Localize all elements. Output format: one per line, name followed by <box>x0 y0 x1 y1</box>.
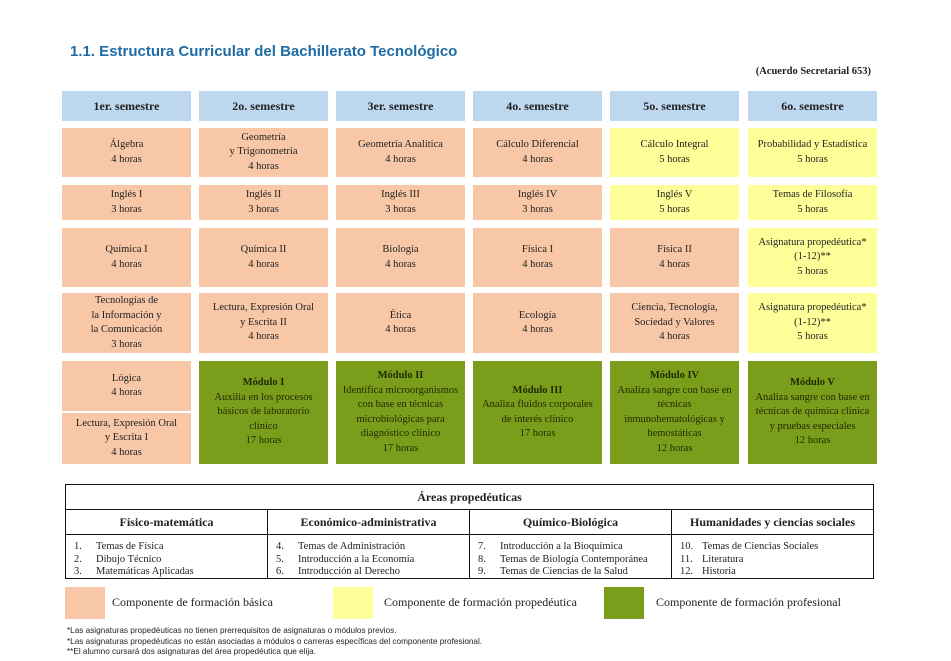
area-list-item <box>74 554 267 567</box>
semester-header: 2o. semestre <box>199 91 328 121</box>
area-list <box>672 535 873 579</box>
subject-cell <box>748 128 877 177</box>
legend-label-basic: Componente de formación básica <box>112 595 273 609</box>
subject-cell <box>199 293 328 353</box>
cell-line: Inglés III <box>381 189 420 200</box>
area-list-item <box>74 566 267 579</box>
cell-line: y Escrita I <box>104 432 149 444</box>
cell-line: 4 horas <box>248 331 279 343</box>
item-number: 10. <box>680 541 694 552</box>
subject-cell <box>62 128 191 177</box>
cell-line: técnicas <box>657 399 692 410</box>
area-list-item <box>276 566 469 579</box>
cell-line: la Comunicación <box>90 324 163 335</box>
cell-line: Física II <box>657 244 692 255</box>
item-text: Temas de Administración <box>298 541 406 552</box>
area-column <box>470 510 672 579</box>
item-text: Introducción a la Bioquímica <box>500 541 623 552</box>
cell-line: diagnóstico clínico <box>360 428 441 439</box>
area-list <box>66 535 267 579</box>
cell-line: de interés clínico <box>501 413 574 425</box>
semester-header: 1er. semestre <box>62 91 191 121</box>
item-number: 5. <box>276 553 284 565</box>
subject-cell <box>336 293 465 353</box>
area-column <box>672 510 873 579</box>
item-number: 3. <box>74 566 82 577</box>
subject-cell <box>473 228 602 287</box>
footnote: *Las asignaturas propedéuticas no están asociadas a módulos o carreras específicas del componente profesional. <box>67 636 483 646</box>
cell-line: 4 horas <box>111 258 142 270</box>
area-column <box>66 510 268 579</box>
item-number: 8. <box>478 553 486 565</box>
semester-header: 3er. semestre <box>336 91 465 121</box>
cell-line: Química I <box>105 244 148 255</box>
area-heading: Económico-administrativa <box>268 510 469 535</box>
cell-line: 17 horas <box>519 428 556 439</box>
semester-header: 5o. semestre <box>610 91 739 121</box>
areas-title: Áreas propedéuticas <box>66 485 873 510</box>
subject-cell <box>473 128 602 177</box>
cell-line: 3 horas <box>248 203 279 215</box>
area-list-item <box>680 566 873 579</box>
cell-line: Ética <box>389 309 412 321</box>
item-number: 1. <box>74 541 82 552</box>
cell-line: Inglés II <box>245 189 282 200</box>
cell-line: Álgebra <box>109 139 144 150</box>
cell-line: 4 horas <box>522 153 553 165</box>
areas-table <box>65 484 874 579</box>
cell-line: Inglés I <box>110 189 143 200</box>
cell-line: 4 horas <box>248 258 279 270</box>
legend-swatch-professional <box>604 587 644 619</box>
subject-cell <box>62 228 191 287</box>
area-column <box>268 510 470 579</box>
subject-cell <box>199 185 328 220</box>
module-title: Módulo I <box>242 377 285 389</box>
cell-line: 3 horas <box>111 338 142 350</box>
item-text: Dibujo Técnico <box>96 553 162 565</box>
item-text: Historia <box>702 566 736 577</box>
cell-line: microbiológicas para <box>356 413 445 425</box>
semester-header: 4o. semestre <box>473 91 602 121</box>
item-number: 4. <box>276 541 284 552</box>
area-list-item <box>680 554 873 567</box>
cell-line: Biología <box>382 244 419 255</box>
subject-cell <box>62 361 191 411</box>
item-text: Temas de Ciencias Sociales <box>702 541 819 552</box>
cell-line: y pruebas especiales <box>769 420 856 432</box>
cell-line: (1-12)** <box>794 316 831 328</box>
subject-cell <box>336 128 465 177</box>
module-title: Módulo II <box>377 370 424 381</box>
footnote: *Las asignaturas propedéuticas no tienen prerrequisitos de asignaturas o módulos previos. <box>67 626 397 635</box>
area-list <box>470 535 671 579</box>
cell-line: Asignatura propedéutica* <box>758 236 867 248</box>
item-text: Matemáticas Aplicadas <box>96 566 194 577</box>
cell-line: inmunohematológicas y <box>624 413 725 425</box>
cell-line: 17 horas <box>245 435 282 447</box>
cell-line: Geometría Analítica <box>358 139 443 150</box>
item-number: 12. <box>680 566 694 577</box>
area-heading: Químico-Biológica <box>470 510 671 535</box>
cell-line: 3 horas <box>111 203 142 215</box>
item-number: 7. <box>478 541 486 552</box>
subject-cell <box>610 228 739 287</box>
cell-line: 5 horas <box>797 265 828 277</box>
area-list-item <box>478 566 671 579</box>
item-text: Temas de Biología Contemporánea <box>500 553 648 565</box>
area-list-item <box>276 541 469 554</box>
subject-cell <box>199 228 328 287</box>
item-number: 6. <box>276 566 284 577</box>
cell-line: Sociedad y Valores <box>634 316 715 328</box>
cell-line: 4 horas <box>385 258 416 270</box>
footnote: **El alumno cursará dos asignaturas del área propedéutica que elija. <box>67 647 316 656</box>
module-cell <box>473 361 602 464</box>
subject-cell <box>610 128 739 177</box>
cell-line: 5 horas <box>797 203 828 215</box>
area-list-item <box>74 541 267 554</box>
module-cell <box>336 361 465 464</box>
module-title: Módulo V <box>789 377 836 389</box>
areas-columns <box>66 510 873 579</box>
cell-line: 4 horas <box>522 324 553 335</box>
area-list-item <box>680 541 873 554</box>
item-number: 2. <box>74 553 82 565</box>
footnotes <box>67 626 482 658</box>
item-text: Literatura <box>702 553 744 565</box>
cell-line: Geometría <box>241 131 286 143</box>
cell-line: Probabilidad y Estadística <box>757 139 868 150</box>
cell-line: Química II <box>240 244 287 255</box>
subject-cell <box>62 293 191 353</box>
subject-cell <box>610 293 739 353</box>
subject-cell <box>748 228 877 287</box>
cell-line: la Información y <box>91 309 162 321</box>
cell-line: 12 horas <box>794 435 831 447</box>
item-number: 11. <box>680 553 693 565</box>
area-list-item <box>478 554 671 567</box>
cell-line: 4 horas <box>522 258 553 270</box>
cell-line: Analiza fluidos corporales <box>482 399 593 410</box>
module-cell <box>610 361 739 464</box>
subject-cell <box>473 293 602 353</box>
item-text: Temas de Ciencias de la Salud <box>500 566 628 577</box>
cell-line: clínico <box>249 420 278 432</box>
cell-line: 4 horas <box>385 153 416 165</box>
cell-line: 5 horas <box>659 153 690 165</box>
cell-line: 5 horas <box>797 331 828 343</box>
cell-line: hemostáticas <box>647 428 702 439</box>
cell-line: 5 horas <box>659 203 690 215</box>
cell-line: y Trigonometría <box>229 146 298 158</box>
agreement-reference: (Acuerdo Secretarial 653) <box>755 66 871 77</box>
cell-line: 4 horas <box>385 324 416 335</box>
cell-line: 12 horas <box>656 442 693 454</box>
item-text: Introducción al Derecho <box>298 566 401 577</box>
subject-cell <box>748 185 877 220</box>
cell-line: Inglés V <box>656 189 693 200</box>
subject-cell <box>199 128 328 177</box>
subject-cell <box>336 228 465 287</box>
cell-line: Física I <box>521 244 554 255</box>
cell-line: Lógica <box>111 372 142 384</box>
cell-line: 5 horas <box>797 153 828 165</box>
cell-line: (1-12)** <box>794 251 831 263</box>
cell-line: 4 horas <box>659 258 690 270</box>
cell-line: Ecología <box>518 309 557 321</box>
subject-cell <box>748 293 877 353</box>
cell-line: Auxilia en los procesos <box>214 391 313 403</box>
area-list <box>268 535 469 579</box>
cell-line: Identifica microorganismos <box>342 384 459 396</box>
cell-line: Tecnologías de <box>94 295 159 306</box>
subject-cell <box>610 185 739 220</box>
subject-cell <box>62 413 191 464</box>
cell-line: 4 horas <box>111 387 142 398</box>
page-title: 1.1. Estructura Curricular del Bachillerato Tecnológico <box>70 43 458 60</box>
cell-line: Temas de Filosofía <box>772 189 853 200</box>
cell-line: 4 horas <box>111 153 142 165</box>
cell-line: técnicas de química clínica <box>755 406 870 418</box>
cell-line: Inglés IV <box>517 189 558 200</box>
area-heading: Humanidades y ciencias sociales <box>672 510 873 535</box>
area-list-item <box>276 554 469 567</box>
legend-swatch-propedeutic <box>333 587 373 619</box>
cell-line: Ciencia, Tecnología, <box>631 302 718 314</box>
cell-line: Cálculo Integral <box>640 139 709 150</box>
cell-line: Cálculo Diferencial <box>496 139 579 150</box>
subject-cell <box>62 185 191 220</box>
cell-line: 3 horas <box>385 203 416 215</box>
cell-line: 3 horas <box>522 203 553 215</box>
semester-header: 6o. semestre <box>748 91 877 121</box>
item-text: Introducción a la Economía <box>298 553 415 565</box>
legend-swatch-basic <box>65 587 105 619</box>
legend-label-professional: Componente de formación profesional <box>656 595 841 609</box>
area-heading: Físico-matemática <box>66 510 267 535</box>
legend-label-propedeutic: Componente de formación propedéutica <box>384 595 577 609</box>
subject-cell <box>336 185 465 220</box>
cell-line: Analiza sangre con base en <box>755 391 870 403</box>
cell-line: 4 horas <box>248 160 279 172</box>
cell-line: con base en técnicas <box>357 399 444 410</box>
module-cell <box>199 361 328 464</box>
module-title: Módulo III <box>512 384 563 396</box>
module-title: Módulo IV <box>649 370 700 381</box>
cell-line: Lectura, Expresión Oral <box>212 302 315 314</box>
cell-line: Analiza sangre con base en <box>617 384 732 396</box>
cell-line: Asignatura propedéutica* <box>758 302 867 314</box>
cell-line: básicos de laboratorio <box>217 406 310 418</box>
subject-cell <box>473 185 602 220</box>
item-text: Temas de Física <box>96 541 164 552</box>
cell-line: 17 horas <box>382 442 419 454</box>
cell-line: 4 horas <box>111 446 142 458</box>
item-number: 9. <box>478 566 486 577</box>
cell-line: y Escrita II <box>240 316 287 328</box>
cell-line: Lectura, Expresión Oral <box>75 417 178 429</box>
cell-line: 4 horas <box>659 331 690 343</box>
area-list-item <box>478 541 671 554</box>
module-cell <box>748 361 877 464</box>
